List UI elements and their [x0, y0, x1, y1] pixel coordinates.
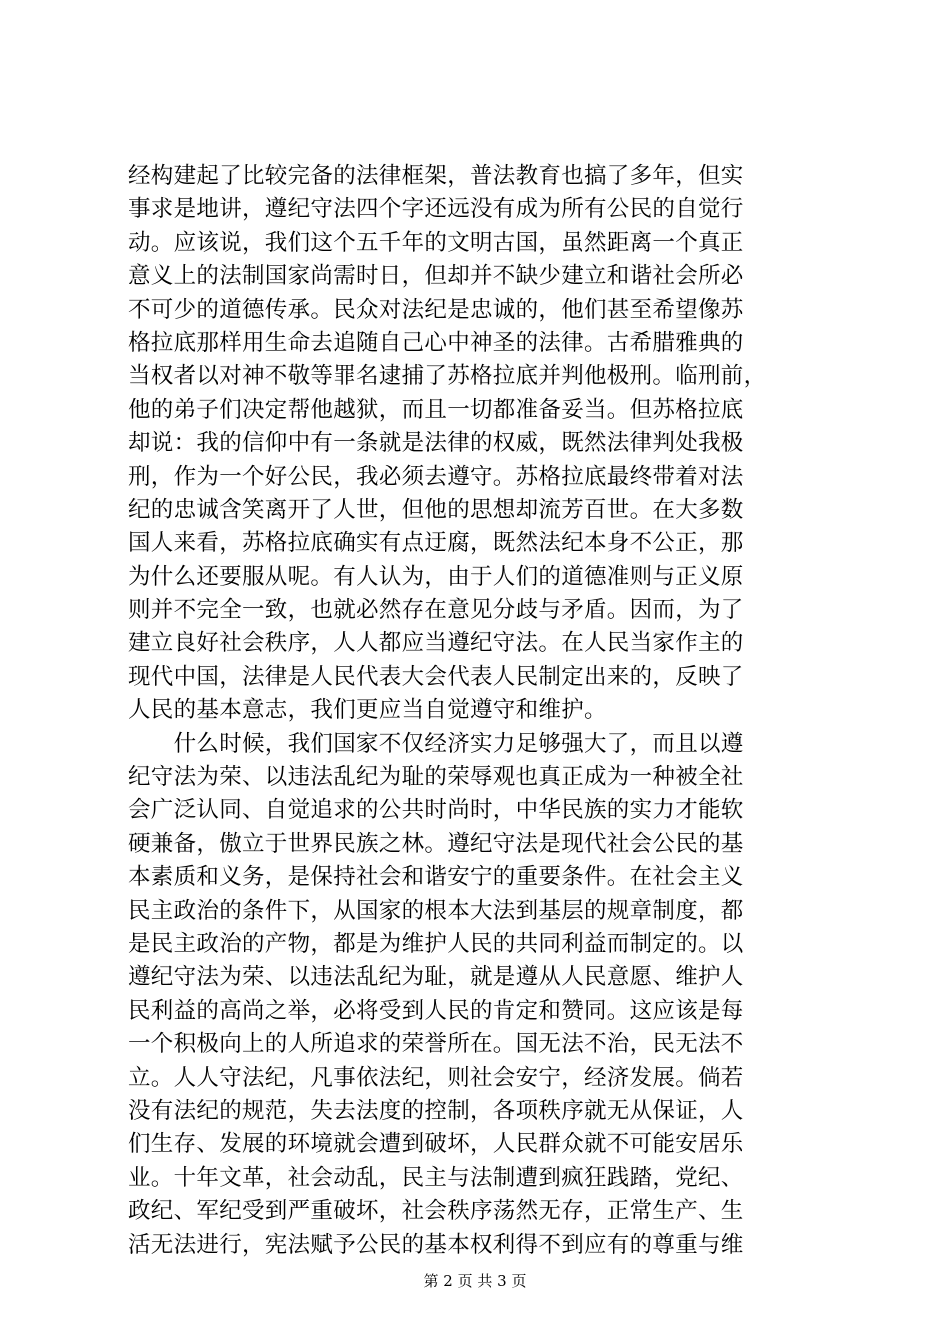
text-line: 们生存、发展的环境就会遭到破坏，人民群众就不可能安居乐: [128, 1131, 744, 1158]
text-line: 是民主政治的产物，都是为维护人民的共同利益而制定的。以: [128, 930, 744, 957]
text-line: 国人来看，苏格拉底确实有点迂腐，既然法纪本身不公正，那: [128, 530, 744, 557]
text-line: 则并不完全一致，也就必然存在意见分歧与矛盾。因而，为了: [128, 597, 744, 624]
text-line: 他的弟子们决定帮他越狱，而且一切都准备妥当。但苏格拉底: [128, 396, 744, 423]
text-line: 建立良好社会秩序，人人都应当遵纪守法。在人民当家作主的: [128, 630, 744, 657]
text-line: 硬兼备，傲立于世界民族之林。遵纪守法是现代社会公民的基: [128, 830, 744, 857]
text-line: 现代中国，法律是人民代表大会代表人民制定出来的，反映了: [128, 663, 744, 690]
text-line: 遵纪守法为荣、以违法乱纪为耻，就是遵从人民意愿、维护人: [128, 964, 744, 991]
text-line: 会广泛认同、自觉追求的公共时尚时，中华民族的实力才能软: [128, 797, 744, 824]
text-line: 不可少的道德传承。民众对法纪是忠诚的，他们甚至希望像苏: [128, 296, 744, 323]
text-line: 纪守法为荣、以违法乱纪为耻的荣辱观也真正成为一种被全社: [128, 764, 744, 791]
text-line: 当权者以对神不敬等罪名逮捕了苏格拉底并判他极刑。临刑前，: [128, 363, 767, 390]
text-line: 事求是地讲，遵纪守法四个字还远没有成为所有公民的自觉行: [128, 196, 744, 223]
text-line: 民利益的高尚之举，必将受到人民的肯定和赞同。这应该是每: [128, 997, 744, 1024]
text-line: 业。十年文革，社会动乱，民主与法制遭到疯狂践踏，党纪、: [128, 1164, 744, 1191]
page-footer: 第 2 页 共 3 页: [423, 1272, 527, 1290]
text-line: 人民的基本意志，我们更应当自觉遵守和维护。: [128, 697, 607, 724]
text-line: 活无法进行，宪法赋予公民的基本权利得不到应有的尊重与维: [128, 1231, 744, 1258]
text-line: 意义上的法制国家尚需时日，但却并不缺少建立和谐社会所必: [128, 263, 744, 290]
text-line: 本素质和义务，是保持社会和谐安宁的重要条件。在社会主义: [128, 864, 744, 891]
text-line: 立。人人守法纪，凡事依法纪，则社会安宁，经济发展。倘若: [128, 1064, 744, 1091]
text-line: 一个积极向上的人所追求的荣誉所在。国无法不治，民无法不: [128, 1031, 744, 1058]
text-line: 政纪、军纪受到严重破坏，社会秩序荡然无存，正常生产、生: [128, 1198, 744, 1225]
text-line: 格拉底那样用生命去追随自己心中神圣的法律。古希腊雅典的: [128, 329, 744, 356]
text-line: 纪的忠诚含笑离开了人世，但他的思想却流芳百世。在大多数: [128, 496, 744, 523]
text-line: 动。应该说，我们这个五千年的文明古国，虽然距离一个真正: [128, 229, 744, 256]
body-text: [128, 160, 828, 1262]
text-line: 什么时候，我们国家不仅经济实力足够强大了，而且以遵: [128, 730, 744, 757]
text-line: 民主政治的条件下，从国家的根本大法到基层的规章制度，都: [128, 897, 744, 924]
text-line: 刑，作为一个好公民，我必须去遵守。苏格拉底最终带着对法: [128, 463, 744, 490]
text-line: 为什么还要服从呢。有人认为，由于人们的道德准则与正义原: [128, 563, 744, 590]
text-line: 经构建起了比较完备的法律框架，普法教育也搞了多年，但实: [128, 163, 744, 189]
text-line: 没有法纪的规范，失去法度的控制，各项秩序就无从保证，人: [128, 1097, 744, 1124]
text-line: 却说：我的信仰中有一条就是法律的权威，既然法律判处我极: [128, 430, 744, 457]
